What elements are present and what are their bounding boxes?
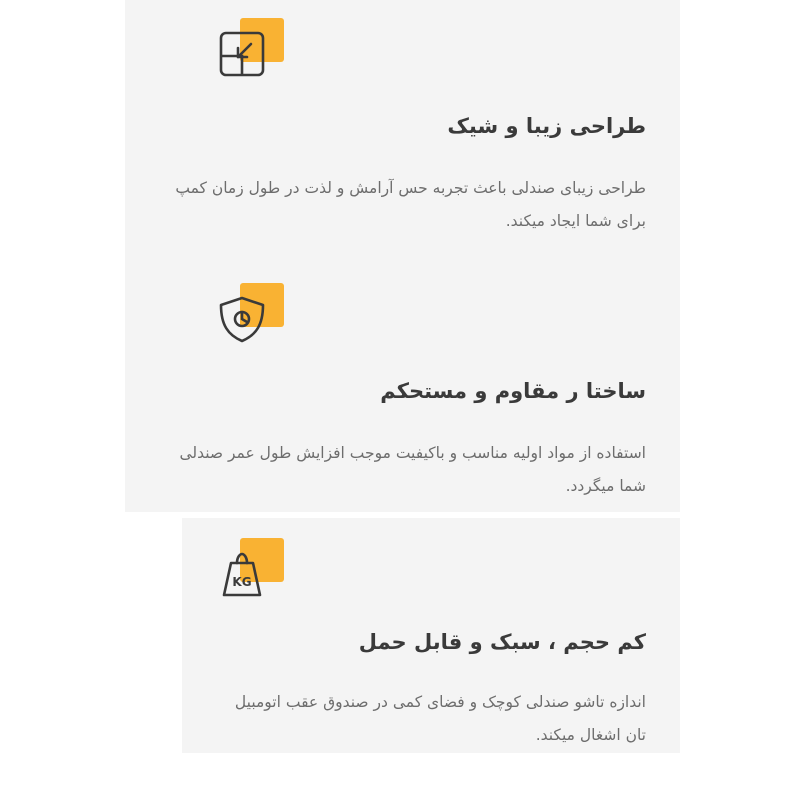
icon-outline <box>218 30 270 80</box>
feature-title: کم حجم ، سبک و قابل حمل <box>358 630 646 654</box>
svg-text:KG: KG <box>232 575 252 589</box>
feature-description: طراحی زیبای صندلی باعث تجربه حس آرامش و لذت در طول زمان کمپ برای شما ایجاد میکند. <box>175 179 646 230</box>
resize-corner-icon <box>218 18 284 82</box>
feature-title: ساختا ر مقاوم و مستحکم <box>380 379 646 403</box>
feature-card-1 <box>125 0 680 262</box>
icon-outline <box>218 550 270 600</box>
durable-shield-icon <box>218 283 284 347</box>
weight-kg-icon <box>218 538 284 602</box>
feature-description: استفاده از مواد اولیه مناسب و باکیفیت موجب افزایش طول عمر صندلی شما میگردد. <box>179 444 646 495</box>
feature-title: طراحی زیبا و شیک <box>447 114 646 138</box>
feature-icon-1 <box>218 18 284 82</box>
feature-description: اندازه تاشو صندلی کوچک و فضای کمی در صندوق عقب اتومبیل تان اشغال میکند. <box>234 693 646 744</box>
feature-card-3 <box>182 518 680 753</box>
feature-icon-2 <box>218 283 284 347</box>
feature-card-2 <box>125 262 680 512</box>
icon-outline <box>218 295 270 345</box>
feature-icon-3 <box>218 538 284 602</box>
